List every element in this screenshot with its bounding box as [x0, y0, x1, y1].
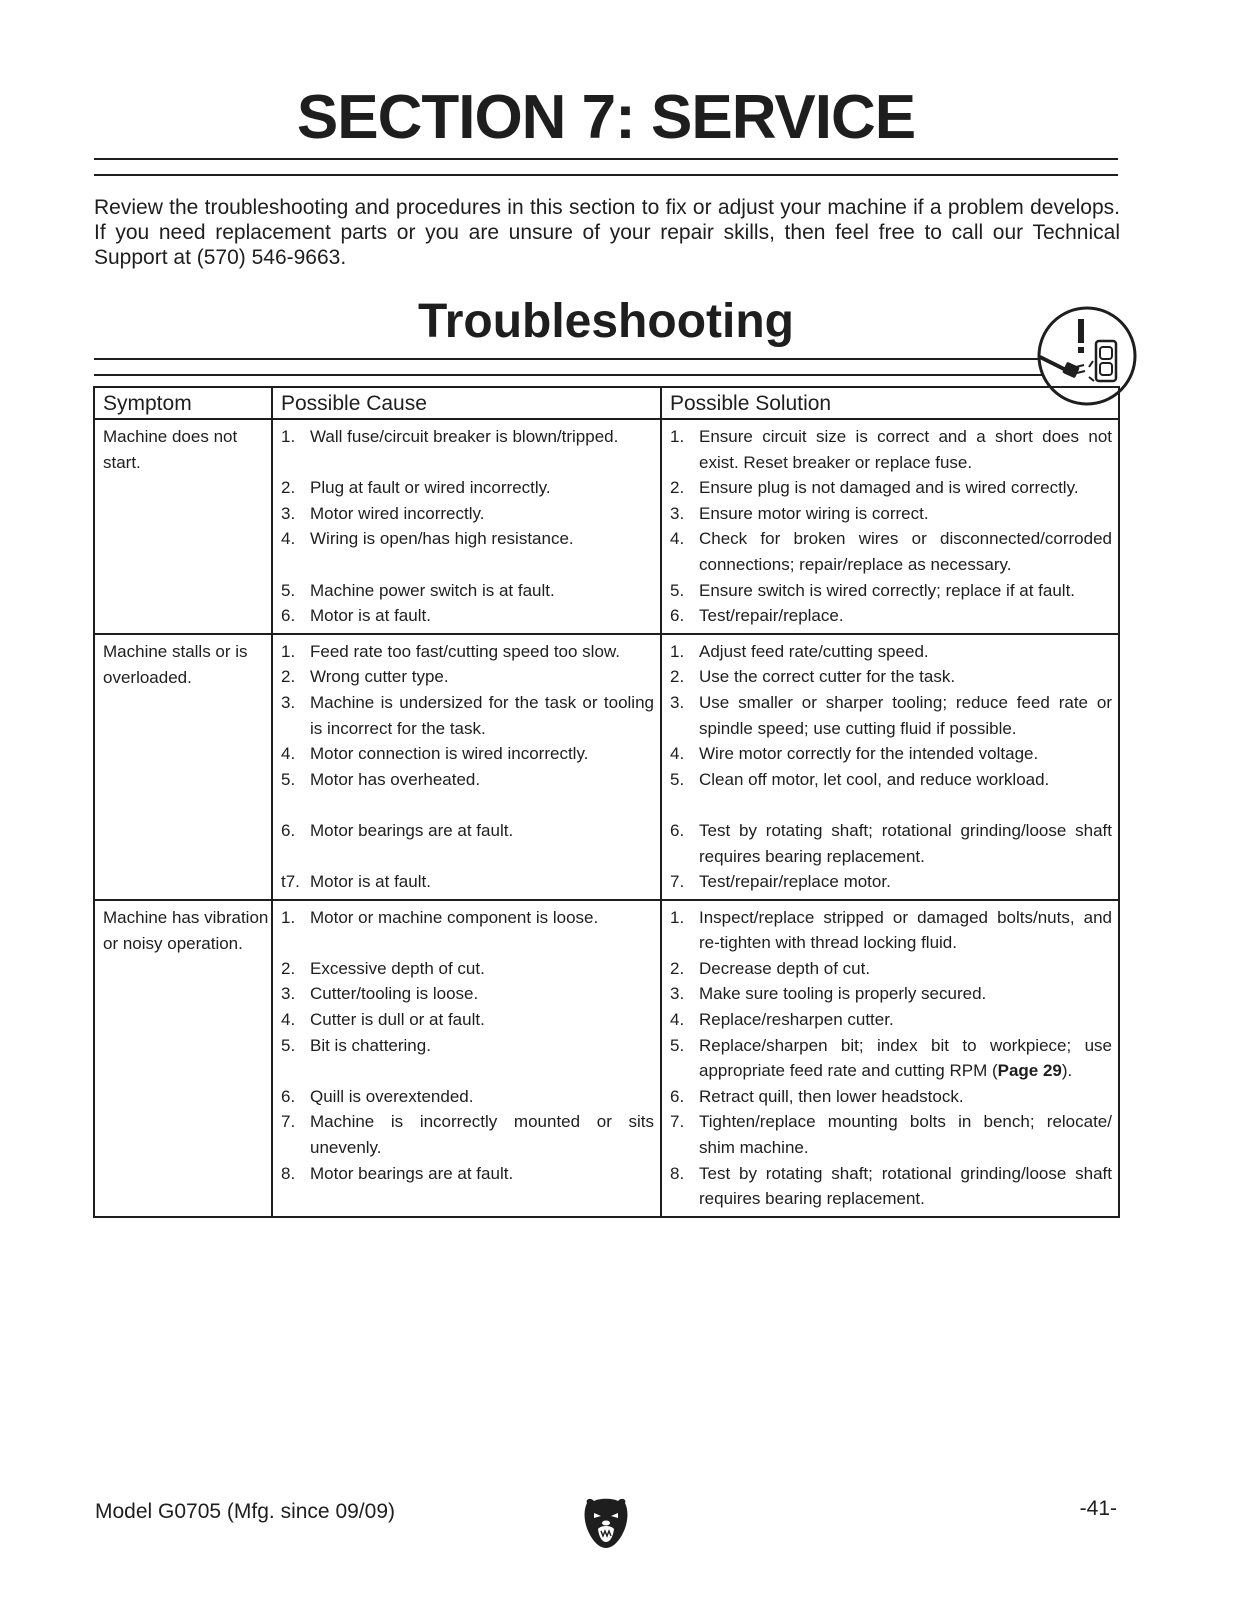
item-number: 6. — [670, 820, 685, 840]
cause-text: Motor bearings are at fault. — [310, 820, 514, 840]
header-possible-cause: Possible Cause — [272, 387, 661, 419]
solution-text: Retract quill, then lower headstock. — [699, 1086, 964, 1106]
table-row — [94, 419, 1119, 634]
solution-text: Test/repair/replace. — [699, 606, 844, 626]
solution-text: Clean off motor, let cool, and reduce workload. — [699, 769, 1050, 789]
item-number: 7. — [670, 872, 685, 892]
item-number: 6. — [281, 1086, 296, 1106]
solution-text: Test by rotating shaft; rotational grinding/loose shaft requires bearing replacement. — [699, 820, 1112, 866]
cause-text: Wiring is open/has high resistance. — [310, 529, 574, 549]
item-number: 5. — [281, 1035, 296, 1055]
item-number: 2. — [670, 958, 685, 978]
item-number: 1. — [281, 641, 296, 661]
item-number: 2. — [281, 478, 296, 498]
solution-text: Inspect/replace stripped or damaged bolts/nuts, and re-tighten with thread locking fluid. — [699, 907, 1112, 953]
item-number: 4. — [281, 744, 296, 764]
item-number: 3. — [281, 692, 296, 712]
solution-text: Tighten/replace mounting bolts in bench; relocate/ shim machine. — [699, 1112, 1112, 1158]
solution-text: Wire motor correctly for the intended voltage. — [699, 744, 1039, 764]
table-header-row — [94, 387, 1119, 419]
troubleshooting-heading: Troubleshooting — [418, 295, 794, 348]
item-number: 2. — [670, 667, 685, 687]
solution-cell — [661, 900, 1119, 1217]
item-number: 6. — [670, 1086, 685, 1106]
cause-text: Motor is at fault. — [310, 872, 431, 892]
item-number: 6. — [670, 606, 685, 626]
solution-text: Test/repair/replace motor. — [699, 872, 891, 892]
item-number: 1. — [670, 427, 685, 446]
item-number: 6. — [281, 820, 296, 840]
item-number: 8. — [670, 1163, 685, 1183]
item-number: 5. — [670, 769, 685, 789]
item-number: 3. — [670, 692, 685, 712]
model-footer: Model G0705 (Mfg. since 09/09) — [95, 1500, 395, 1523]
cause-text: Cutter/tooling is loose. — [310, 984, 479, 1004]
cause-text: Motor has overheated. — [310, 769, 481, 789]
solution-text: Test by rotating shaft; rotational grinding/loose shaft requires bearing replacement. — [699, 1163, 1112, 1209]
item-number: 5. — [281, 769, 296, 789]
cause-text: Motor is at fault. — [310, 606, 431, 626]
troubleshooting-table — [93, 386, 1120, 1218]
solution-text: Check for broken wires or disconnected/corroded connections; repair/replace as necessary. — [699, 529, 1112, 574]
symptom-cell: Machine does not start. — [94, 419, 272, 634]
subtitle-rule-top — [94, 358, 1044, 360]
item-number: 5. — [281, 580, 296, 600]
title-rule-top — [94, 158, 1118, 160]
item-number: 5. — [670, 580, 685, 600]
solution-text: Ensure circuit size is correct and a short does not exist. Reset breaker or replace fuse. — [699, 427, 1112, 472]
cause-text: Plug at fault or wired incorrectly. — [310, 478, 551, 498]
table-row — [94, 900, 1119, 1217]
item-number: 4. — [281, 529, 296, 549]
solution-cell — [661, 634, 1119, 900]
symptom-cell: Machine has vibration or noisy operation. — [94, 900, 272, 1217]
bear-head-logo — [583, 1497, 629, 1549]
cause-text: Excessive depth of cut. — [310, 958, 485, 978]
solution-text: Decrease depth of cut. — [699, 958, 871, 978]
solution-text: Ensure motor wiring is correct. — [699, 503, 929, 523]
item-number: 1. — [670, 907, 685, 927]
cause-text: Feed rate too fast/cutting speed too slow. — [310, 641, 620, 661]
header-possible-solution: Possible Solution — [661, 387, 1119, 419]
solution-text: Use the correct cutter for the task. — [699, 667, 956, 687]
item-number: 3. — [281, 984, 296, 1004]
title-rule-bottom — [94, 174, 1118, 176]
solution-text: Make sure tooling is properly secured. — [699, 984, 987, 1004]
symptom-cell: Machine stalls or is overloaded. — [94, 634, 272, 900]
item-number: 1. — [281, 427, 296, 446]
solution-text: Replace/resharpen cutter. — [699, 1010, 894, 1030]
cause-text: Machine power switch is at fault. — [310, 580, 555, 600]
solution-text: Adjust feed rate/cutting speed. — [699, 641, 929, 661]
header-symptom: Symptom — [94, 387, 272, 419]
page-number: -41- — [1079, 1497, 1117, 1520]
cause-text: Quill is overextended. — [310, 1086, 474, 1106]
item-number: 7. — [281, 1112, 296, 1132]
item-number: t7. — [281, 872, 300, 892]
section-title: SECTION 7: SERVICE — [296, 83, 916, 152]
solution-text: Replace/sharpen bit; index bit to workpiece; use appropriate feed rate and cutting RPM (Page 29). — [699, 1035, 1112, 1081]
item-number: 5. — [670, 1035, 685, 1055]
solution-cell — [661, 419, 1119, 634]
cause-text: Wrong cutter type. — [310, 667, 449, 687]
cause-text: Motor wired incorrectly. — [310, 503, 485, 523]
solution-text: Ensure plug is not damaged and is wired correctly. — [699, 478, 1079, 498]
cause-text: Motor or machine component is loose. — [310, 907, 599, 927]
intro-paragraph: Review the troubleshooting and procedures in this section to fix or adjust your machine if a problem develops. If you need replacement parts or you are unsure of your repair skills, then feel free to call our Technical Support at (570) 546-9663. — [94, 196, 1120, 269]
item-number: 7. — [670, 1112, 685, 1132]
cause-text: Machine is undersized for the task or tooling is incorrect for the task. — [310, 692, 654, 738]
cause-text: Cutter is dull or at fault. — [310, 1010, 485, 1030]
item-number: 4. — [670, 529, 685, 549]
item-number: 1. — [670, 641, 685, 661]
item-number: 4. — [670, 1010, 685, 1030]
item-number: 2. — [281, 958, 296, 978]
cause-cell — [272, 419, 661, 634]
cause-text: Motor bearings are at fault. — [310, 1163, 514, 1183]
solution-text: Use smaller or sharper tooling; reduce feed rate or spindle speed; use cutting fluid if possible. — [699, 692, 1112, 738]
cause-text: Bit is chattering. — [310, 1035, 431, 1055]
item-number: 4. — [670, 744, 685, 764]
item-number: 2. — [281, 667, 296, 687]
cause-text: Wall fuse/circuit breaker is blown/tripped. — [310, 427, 619, 446]
table-row — [94, 634, 1119, 900]
cause-cell — [272, 900, 661, 1217]
item-number: 1. — [281, 907, 296, 927]
item-number: 3. — [670, 503, 685, 523]
cause-text: Motor connection is wired incorrectly. — [310, 744, 589, 764]
item-number: 8. — [281, 1163, 296, 1183]
cause-cell — [272, 634, 661, 900]
item-number: 6. — [281, 606, 296, 626]
item-number: 2. — [670, 478, 685, 498]
item-number: 3. — [670, 984, 685, 1004]
subtitle-rule-bottom — [94, 374, 1044, 376]
page-reference: Page 29 — [997, 1061, 1062, 1081]
cause-text: Machine is incorrectly mounted or sits unevenly. — [310, 1112, 654, 1158]
item-number: 4. — [281, 1010, 296, 1030]
item-number: 3. — [281, 503, 296, 523]
solution-text: Ensure switch is wired correctly; replace if at fault. — [699, 580, 1076, 600]
